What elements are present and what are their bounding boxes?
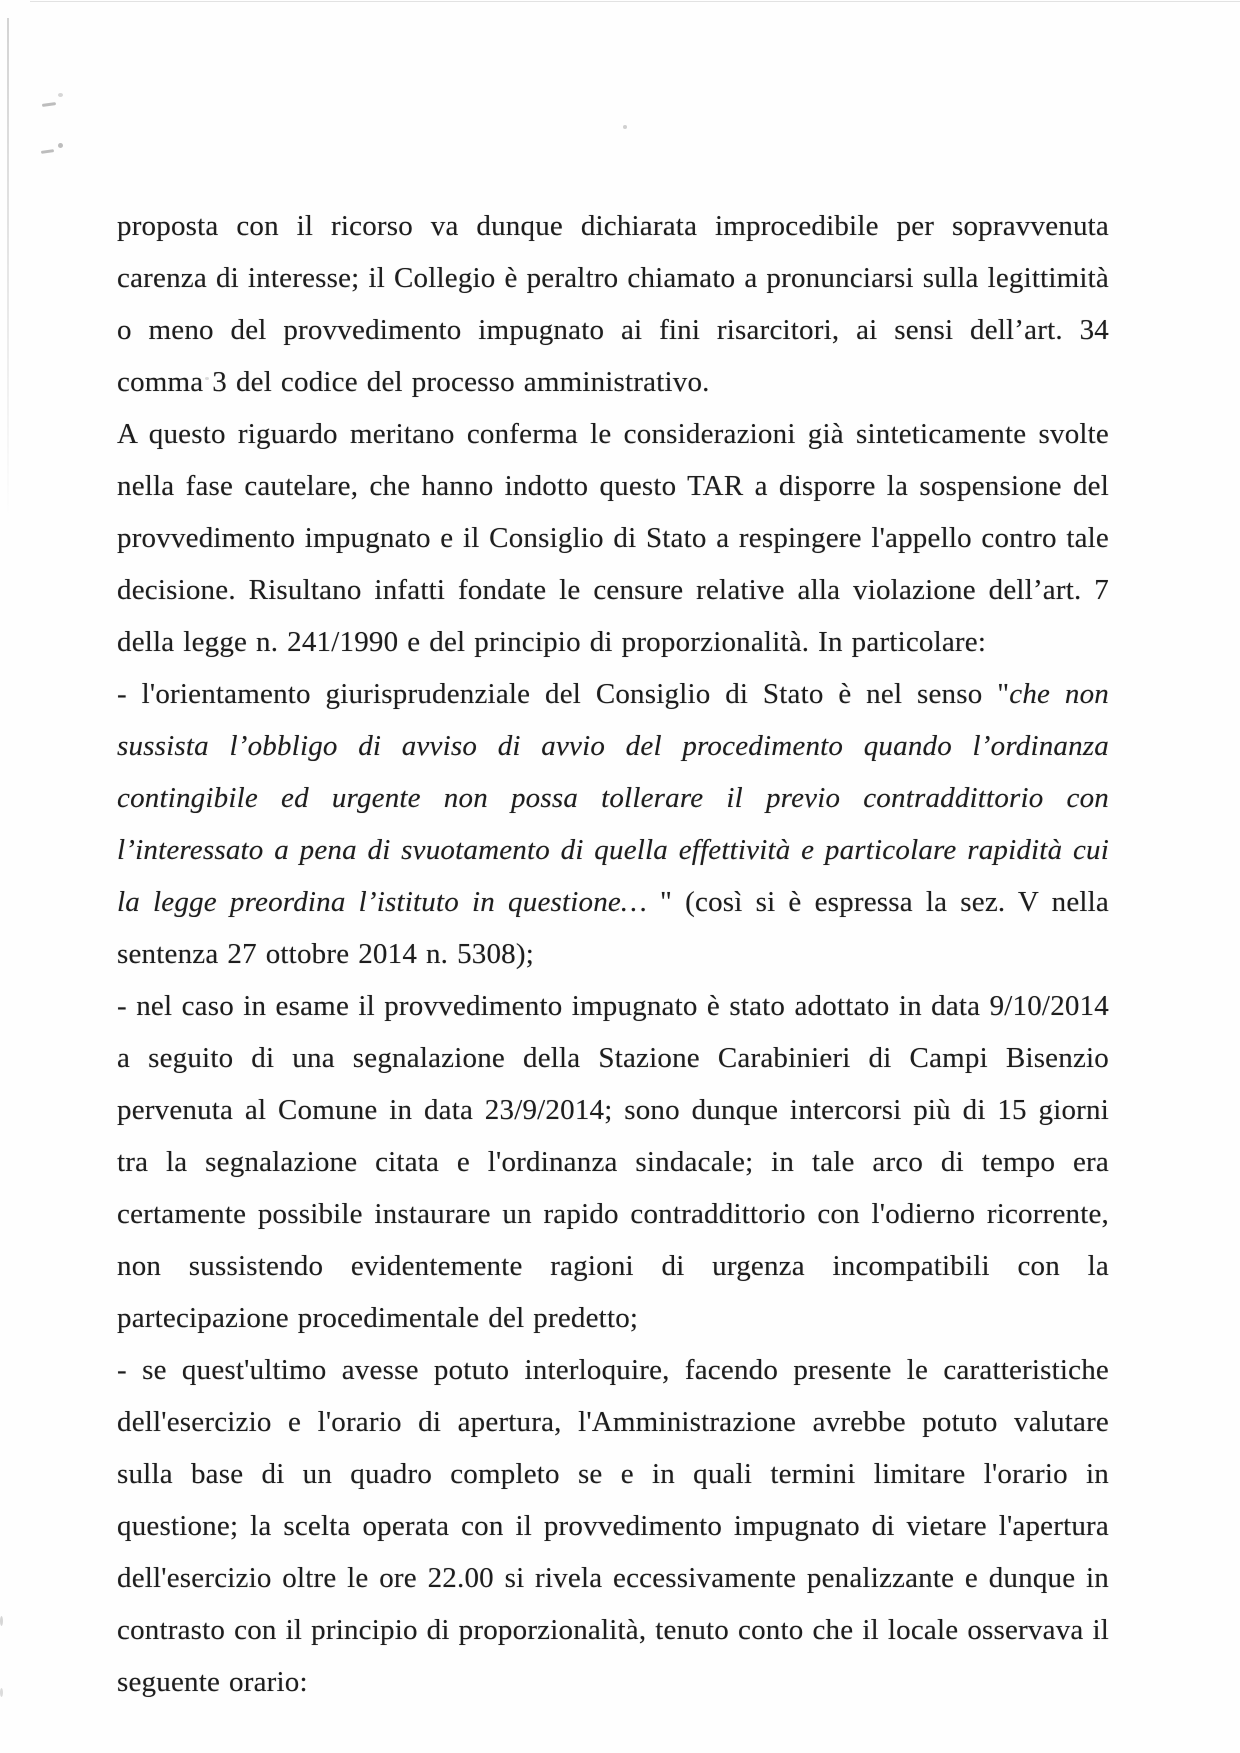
scan-speck bbox=[42, 102, 56, 107]
quote-prefix: - l'orientamento giurisprudenziale del Consiglio di Stato è nel senso " bbox=[117, 678, 1010, 710]
paragraph-caso-in-esame bbox=[117, 980, 1109, 1344]
body-text bbox=[117, 200, 1109, 1708]
paragraph-improcedibilita bbox=[117, 200, 1109, 408]
paragraph-orientamento-giurisprudenziale bbox=[117, 668, 1109, 980]
paragraph-text: - nel caso in esame il provvedimento impugnato è stato adottato in data 9/10/2014 a seguito di una segnalazione della Stazione Carabinieri di Campi Bisenzio pervenuta al Comune in data 23/9/2014; sono dunque intercorsi più di 15 giorni tra la segnalazione citata e l'ordinanza sindacale; in tale arco di tempo era certamente possibile instaurare un rapido contraddittorio con l'odierno ricorrente, non sussistendo evidentemente ragioni di urgenza incompatibili con la partecipazione procedimentale del predetto; bbox=[117, 990, 1109, 1334]
paragraph-text: - se quest'ultimo avesse potuto interloquire, facendo presente le caratteristiche dell'esercizio e l'orario di apertura, l'Amministrazione avrebbe potuto valutare sulla base di un quadro completo se e in quali termini limitare l'orario in questione; la scelta operata con il provvedimento impugnato di vietare l'apertura dell'esercizio oltre le ore 22.00 si rivela eccessivamente penalizzante e dunque in contrasto con il principio di proporzionalità, tenuto conto che il locale osservava il seguente orario: bbox=[117, 1354, 1109, 1698]
scan-edge-artifact-top bbox=[30, 1, 1240, 2]
paragraph-conferma-considerazioni bbox=[117, 408, 1109, 668]
paragraph-text: proposta con il ricorso va dunque dichiarata improcedibile per sopravvenuta carenza di interesse; il Collegio è peraltro chiamato a pronunciarsi sulla legittimità o meno del provvedimento impugnato ai fini risarcitori, ai sensi dell’art. 34 comma 3 del codice del processo amministrativo. bbox=[117, 210, 1109, 398]
scan-speck bbox=[623, 125, 627, 129]
scan-speck bbox=[58, 143, 63, 148]
jurisprudence-quote: che non sussista l’obbligo di avviso di avvio del procedimento quando l’ordinanza contingibile ed urgente non possa tollerare il previo contraddittorio con l’interessato a pena di svuotamento di quella effettività e particolare rapidità cui la legge preordina l’istituto in questione… bbox=[117, 678, 1109, 918]
paragraph-proporzionalita bbox=[117, 1344, 1109, 1708]
paragraph-text: A questo riguardo meritano conferma le considerazioni già sinteticamente svolte nella fase cautelare, che hanno indotto questo TAR a disporre la sospensione del provvedimento impugnato e il Consiglio di Stato a respingere l'appello contro tale decisione. Risultano infatti fondate le censure relative alla violazione dell’art. 7 della legge n. 241/1990 e del principio di proporzionalità. In particolare: bbox=[117, 418, 1109, 658]
scan-edge-artifact-left bbox=[7, 18, 9, 518]
scan-speck bbox=[0, 1688, 3, 1697]
scan-speck bbox=[58, 93, 63, 97]
scan-speck bbox=[41, 149, 54, 154]
scan-speck bbox=[0, 1616, 3, 1626]
quote-suffix: " (così si è espressa la sez. V nella sentenza 27 ottobre 2014 n. 5308); bbox=[117, 886, 1109, 970]
